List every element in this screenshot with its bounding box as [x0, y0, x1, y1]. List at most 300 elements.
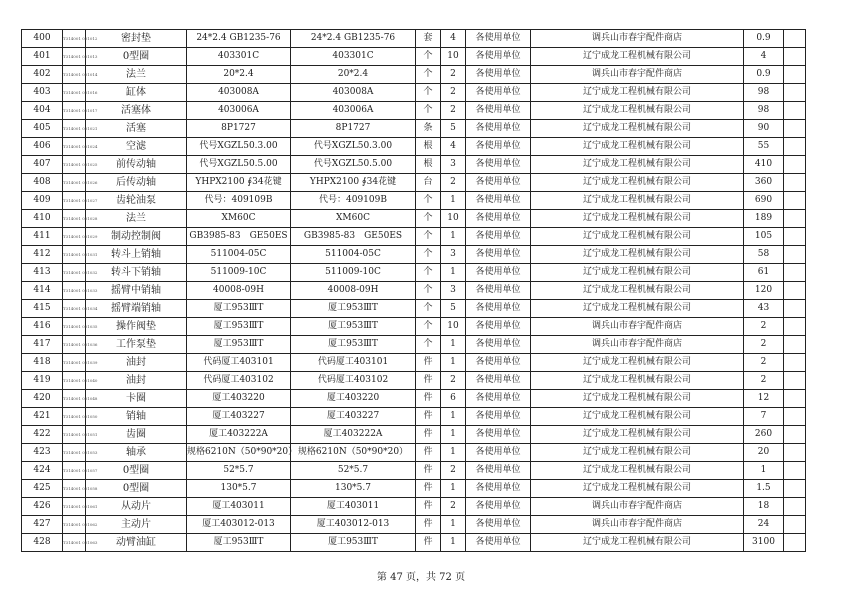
price: 105 — [744, 228, 784, 246]
model: 规格6210N（50*90*20） — [291, 444, 416, 462]
item-code: T314001 001012 — [63, 30, 86, 48]
table-row — [22, 462, 806, 480]
item-code: T314001 001028 — [63, 210, 86, 228]
item-name: 卡圈 — [86, 390, 187, 408]
item-name: 密封垫 — [86, 30, 187, 48]
department: 各使用单位 — [466, 120, 531, 138]
quantity: 6 — [441, 390, 466, 408]
department: 各使用单位 — [466, 300, 531, 318]
department: 各使用单位 — [466, 174, 531, 192]
model: YHPX2100 ∮34花键 — [291, 174, 416, 192]
supplier: 调兵山市春宇配件商店 — [531, 516, 744, 534]
table-row — [22, 210, 806, 228]
unit: 件 — [416, 354, 441, 372]
specification: XM60C — [187, 210, 291, 228]
model: 厦工953ⅢT — [291, 318, 416, 336]
quantity: 2 — [441, 462, 466, 480]
unit: 个 — [416, 336, 441, 354]
department: 各使用单位 — [466, 534, 531, 552]
table-row — [22, 102, 806, 120]
department: 各使用单位 — [466, 264, 531, 282]
price: 58 — [744, 246, 784, 264]
unit: 个 — [416, 318, 441, 336]
supplier: 辽宁成龙工程机械有限公司 — [531, 426, 744, 444]
item-code: T314001 001034 — [63, 300, 86, 318]
specification: 52*5.7 — [187, 462, 291, 480]
department: 各使用单位 — [466, 390, 531, 408]
supplier: 辽宁成龙工程机械有限公司 — [531, 390, 744, 408]
price: 2 — [744, 336, 784, 354]
specification: 403008A — [187, 84, 291, 102]
table-row — [22, 48, 806, 66]
row-number: 418 — [22, 354, 63, 372]
table-row — [22, 264, 806, 282]
price: 7 — [744, 408, 784, 426]
table-row — [22, 354, 806, 372]
department: 各使用单位 — [466, 462, 531, 480]
unit: 个 — [416, 84, 441, 102]
item-code: T314001 001053 — [63, 444, 86, 462]
unit: 个 — [416, 66, 441, 84]
row-number: 402 — [22, 66, 63, 84]
table-row — [22, 156, 806, 174]
unit: 件 — [416, 372, 441, 390]
table-row — [22, 444, 806, 462]
supplier: 辽宁成龙工程机械有限公司 — [531, 444, 744, 462]
table-row — [22, 372, 806, 390]
specification: 厦工953ⅢT — [187, 300, 291, 318]
table-row — [22, 534, 806, 552]
blank-cell — [784, 120, 806, 138]
supplier: 辽宁成龙工程机械有限公司 — [531, 48, 744, 66]
model: 厦工403222A — [291, 426, 416, 444]
item-name: 转斗上销轴 — [86, 246, 187, 264]
row-number: 426 — [22, 498, 63, 516]
table-row — [22, 282, 806, 300]
price: 1.5 — [744, 480, 784, 498]
item-code: T314001 001029 — [63, 228, 86, 246]
model: 代码厦工403102 — [291, 372, 416, 390]
row-number: 411 — [22, 228, 63, 246]
department: 各使用单位 — [466, 102, 531, 120]
department: 各使用单位 — [466, 246, 531, 264]
model: 代号XGZL50.5.00 — [291, 156, 416, 174]
table-row — [22, 84, 806, 102]
table-row — [22, 480, 806, 498]
quantity: 4 — [441, 30, 466, 48]
item-name: 0型圈 — [86, 462, 187, 480]
unit: 个 — [416, 210, 441, 228]
specification: 代号XGZL50.3.00 — [187, 138, 291, 156]
specification: GB3985-83 GE50ES — [187, 228, 291, 246]
supplier: 辽宁成龙工程机械有限公司 — [531, 228, 744, 246]
supplier: 辽宁成龙工程机械有限公司 — [531, 264, 744, 282]
row-number: 421 — [22, 408, 63, 426]
blank-cell — [784, 102, 806, 120]
blank-cell — [784, 210, 806, 228]
row-number: 424 — [22, 462, 63, 480]
row-number: 427 — [22, 516, 63, 534]
price: 0.9 — [744, 66, 784, 84]
specification: 厦工403227 — [187, 408, 291, 426]
item-code: T314001 001039 — [63, 354, 86, 372]
price: 0.9 — [744, 30, 784, 48]
unit: 个 — [416, 48, 441, 66]
model: 代号：409109B — [291, 192, 416, 210]
department: 各使用单位 — [466, 426, 531, 444]
model: 130*5.7 — [291, 480, 416, 498]
row-number: 407 — [22, 156, 63, 174]
supplier: 辽宁成龙工程机械有限公司 — [531, 174, 744, 192]
model: GB3985-83 GE50ES — [291, 228, 416, 246]
item-code: T314001 001051 — [63, 426, 86, 444]
item-code: T314001 001026 — [63, 174, 86, 192]
table-row — [22, 66, 806, 84]
parts-table — [21, 29, 806, 552]
blank-cell — [784, 390, 806, 408]
price: 2 — [744, 372, 784, 390]
item-code: T314001 001021 — [63, 120, 86, 138]
supplier: 辽宁成龙工程机械有限公司 — [531, 246, 744, 264]
row-number: 420 — [22, 390, 63, 408]
item-name: 活塞 — [86, 120, 187, 138]
model: 8P1727 — [291, 120, 416, 138]
quantity: 3 — [441, 246, 466, 264]
row-number: 415 — [22, 300, 63, 318]
item-code: T314001 001057 — [63, 462, 86, 480]
supplier: 辽宁成龙工程机械有限公司 — [531, 120, 744, 138]
supplier: 辽宁成龙工程机械有限公司 — [531, 192, 744, 210]
item-code: T314001 001025 — [63, 156, 86, 174]
item-name: 操作阀垫 — [86, 318, 187, 336]
row-number: 422 — [22, 426, 63, 444]
table-row — [22, 174, 806, 192]
quantity: 10 — [441, 48, 466, 66]
supplier: 辽宁成龙工程机械有限公司 — [531, 354, 744, 372]
quantity: 3 — [441, 156, 466, 174]
supplier: 辽宁成龙工程机械有限公司 — [531, 282, 744, 300]
blank-cell — [784, 264, 806, 282]
item-name: 摇臂中销轴 — [86, 282, 187, 300]
department: 各使用单位 — [466, 48, 531, 66]
item-name: 销轴 — [86, 408, 187, 426]
price: 690 — [744, 192, 784, 210]
item-name: 活塞体 — [86, 102, 187, 120]
model: 厦工403012-013 — [291, 516, 416, 534]
unit: 个 — [416, 282, 441, 300]
model: 厦工403227 — [291, 408, 416, 426]
table-row — [22, 498, 806, 516]
item-code: T314001 001058 — [63, 480, 86, 498]
department: 各使用单位 — [466, 30, 531, 48]
model: XM60C — [291, 210, 416, 228]
price: 2 — [744, 318, 784, 336]
item-code: T314001 001035 — [63, 318, 86, 336]
unit: 条 — [416, 120, 441, 138]
row-number: 413 — [22, 264, 63, 282]
supplier: 调兵山市春宇配件商店 — [531, 318, 744, 336]
department: 各使用单位 — [466, 354, 531, 372]
quantity: 1 — [441, 336, 466, 354]
table-row — [22, 138, 806, 156]
department: 各使用单位 — [466, 84, 531, 102]
specification: 规格6210N（50*90*20） — [187, 444, 291, 462]
quantity: 2 — [441, 66, 466, 84]
table-row — [22, 30, 806, 48]
item-code: T314001 001016 — [63, 84, 86, 102]
model: 40008-09H — [291, 282, 416, 300]
item-name: 主动片 — [86, 516, 187, 534]
specification: 厦工403222A — [187, 426, 291, 444]
specification: 厦工953ⅢT — [187, 336, 291, 354]
quantity: 1 — [441, 480, 466, 498]
price: 43 — [744, 300, 784, 318]
item-name: 前传动轴 — [86, 156, 187, 174]
model: 代码厦工403101 — [291, 354, 416, 372]
price: 1 — [744, 462, 784, 480]
specification: 511004-05C — [187, 246, 291, 264]
item-name: 后传动轴 — [86, 174, 187, 192]
item-name: 油封 — [86, 354, 187, 372]
item-code: T314001 001032 — [63, 264, 86, 282]
price: 24 — [744, 516, 784, 534]
supplier: 辽宁成龙工程机械有限公司 — [531, 300, 744, 318]
item-code: T314001 001027 — [63, 192, 86, 210]
department: 各使用单位 — [466, 156, 531, 174]
unit: 个 — [416, 300, 441, 318]
quantity: 1 — [441, 444, 466, 462]
unit: 个 — [416, 264, 441, 282]
supplier: 辽宁成龙工程机械有限公司 — [531, 462, 744, 480]
specification: 20*2.4 — [187, 66, 291, 84]
table-row — [22, 390, 806, 408]
unit: 件 — [416, 462, 441, 480]
price: 4 — [744, 48, 784, 66]
quantity: 10 — [441, 210, 466, 228]
price: 20 — [744, 444, 784, 462]
item-name: 0型圈 — [86, 48, 187, 66]
row-number: 401 — [22, 48, 63, 66]
row-number: 400 — [22, 30, 63, 48]
item-name: 齿圈 — [86, 426, 187, 444]
unit: 件 — [416, 390, 441, 408]
row-number: 419 — [22, 372, 63, 390]
price: 360 — [744, 174, 784, 192]
item-name: 缸体 — [86, 84, 187, 102]
price: 120 — [744, 282, 784, 300]
department: 各使用单位 — [466, 138, 531, 156]
specification: 厦工403220 — [187, 390, 291, 408]
quantity: 2 — [441, 372, 466, 390]
specification: YHPX2100 ∮34花键 — [187, 174, 291, 192]
price: 98 — [744, 102, 784, 120]
row-number: 409 — [22, 192, 63, 210]
item-code: T314001 001050 — [63, 408, 86, 426]
supplier: 辽宁成龙工程机械有限公司 — [531, 210, 744, 228]
item-code: T314001 001014 — [63, 66, 86, 84]
unit: 套 — [416, 30, 441, 48]
department: 各使用单位 — [466, 516, 531, 534]
price: 18 — [744, 498, 784, 516]
department: 各使用单位 — [466, 336, 531, 354]
quantity: 2 — [441, 174, 466, 192]
blank-cell — [784, 228, 806, 246]
row-number: 403 — [22, 84, 63, 102]
blank-cell — [784, 534, 806, 552]
blank-cell — [784, 138, 806, 156]
page-footer: 第 47 页，共 72 页 — [376, 572, 466, 583]
blank-cell — [784, 516, 806, 534]
row-number: 425 — [22, 480, 63, 498]
unit: 根 — [416, 138, 441, 156]
blank-cell — [784, 300, 806, 318]
department: 各使用单位 — [466, 444, 531, 462]
table-row — [22, 426, 806, 444]
unit: 件 — [416, 480, 441, 498]
blank-cell — [784, 444, 806, 462]
unit: 件 — [416, 408, 441, 426]
quantity: 1 — [441, 192, 466, 210]
blank-cell — [784, 372, 806, 390]
quantity: 3 — [441, 282, 466, 300]
row-number: 417 — [22, 336, 63, 354]
item-name: 油封 — [86, 372, 187, 390]
table-row — [22, 336, 806, 354]
supplier: 辽宁成龙工程机械有限公司 — [531, 372, 744, 390]
blank-cell — [784, 426, 806, 444]
price: 98 — [744, 84, 784, 102]
row-number: 416 — [22, 318, 63, 336]
row-number: 404 — [22, 102, 63, 120]
item-name: 0型圈 — [86, 480, 187, 498]
table-row — [22, 318, 806, 336]
table-row — [22, 120, 806, 138]
table-row — [22, 246, 806, 264]
quantity: 1 — [441, 408, 466, 426]
model: 厦工953ⅢT — [291, 300, 416, 318]
table-row — [22, 300, 806, 318]
quantity: 2 — [441, 84, 466, 102]
item-name: 法兰 — [86, 210, 187, 228]
item-name: 从动片 — [86, 498, 187, 516]
item-name: 动臂油缸 — [86, 534, 187, 552]
blank-cell — [784, 246, 806, 264]
supplier: 调兵山市春宇配件商店 — [531, 30, 744, 48]
model: 403006A — [291, 102, 416, 120]
unit: 件 — [416, 426, 441, 444]
department: 各使用单位 — [466, 318, 531, 336]
price: 3100 — [744, 534, 784, 552]
blank-cell — [784, 462, 806, 480]
price: 410 — [744, 156, 784, 174]
department: 各使用单位 — [466, 282, 531, 300]
item-code: T314001 001061 — [63, 498, 86, 516]
specification: 403006A — [187, 102, 291, 120]
price: 12 — [744, 390, 784, 408]
quantity: 1 — [441, 354, 466, 372]
unit: 件 — [416, 498, 441, 516]
blank-cell — [784, 480, 806, 498]
item-code: T314001 001040 — [63, 372, 86, 390]
quantity: 1 — [441, 228, 466, 246]
row-number: 412 — [22, 246, 63, 264]
department: 各使用单位 — [466, 408, 531, 426]
specification: 厦工953ⅢT — [187, 318, 291, 336]
supplier: 辽宁成龙工程机械有限公司 — [531, 156, 744, 174]
specification: 8P1727 — [187, 120, 291, 138]
specification: 24*2.4 GB1235-76 — [187, 30, 291, 48]
item-code: T314001 001024 — [63, 138, 86, 156]
price: 2 — [744, 354, 784, 372]
blank-cell — [784, 318, 806, 336]
blank-cell — [784, 408, 806, 426]
quantity: 1 — [441, 426, 466, 444]
row-number: 423 — [22, 444, 63, 462]
blank-cell — [784, 282, 806, 300]
model: 厦工953ⅢT — [291, 336, 416, 354]
item-code: T314001 001063 — [63, 534, 86, 552]
specification: 厦工403012-013 — [187, 516, 291, 534]
quantity: 5 — [441, 120, 466, 138]
quantity: 2 — [441, 102, 466, 120]
specification: 40008-09H — [187, 282, 291, 300]
quantity: 10 — [441, 318, 466, 336]
supplier: 调兵山市春宇配件商店 — [531, 66, 744, 84]
unit: 件 — [416, 516, 441, 534]
model: 511004-05C — [291, 246, 416, 264]
model: 52*5.7 — [291, 462, 416, 480]
item-code: T314001 001062 — [63, 516, 86, 534]
quantity: 1 — [441, 534, 466, 552]
unit: 台 — [416, 174, 441, 192]
price: 90 — [744, 120, 784, 138]
model: 厦工403220 — [291, 390, 416, 408]
unit: 个 — [416, 246, 441, 264]
specification: 511009-10C — [187, 264, 291, 282]
item-name: 法兰 — [86, 66, 187, 84]
blank-cell — [784, 192, 806, 210]
table-row — [22, 192, 806, 210]
supplier: 调兵山市春宇配件商店 — [531, 498, 744, 516]
supplier: 辽宁成龙工程机械有限公司 — [531, 408, 744, 426]
supplier: 调兵山市春宇配件商店 — [531, 336, 744, 354]
item-code: T314001 001031 — [63, 246, 86, 264]
price: 189 — [744, 210, 784, 228]
supplier: 辽宁成龙工程机械有限公司 — [531, 84, 744, 102]
row-number: 406 — [22, 138, 63, 156]
blank-cell — [784, 498, 806, 516]
price: 55 — [744, 138, 784, 156]
item-name: 摇臂端销轴 — [86, 300, 187, 318]
department: 各使用单位 — [466, 498, 531, 516]
unit: 件 — [416, 444, 441, 462]
model: 511009-10C — [291, 264, 416, 282]
department: 各使用单位 — [466, 66, 531, 84]
supplier: 辽宁成龙工程机械有限公司 — [531, 480, 744, 498]
item-code: T314001 001048 — [63, 390, 86, 408]
item-name: 空滤 — [86, 138, 187, 156]
specification: 130*5.7 — [187, 480, 291, 498]
model: 403301C — [291, 48, 416, 66]
item-code: T314001 001013 — [63, 48, 86, 66]
table-row — [22, 408, 806, 426]
supplier: 辽宁成龙工程机械有限公司 — [531, 138, 744, 156]
model: 20*2.4 — [291, 66, 416, 84]
blank-cell — [784, 30, 806, 48]
blank-cell — [784, 66, 806, 84]
blank-cell — [784, 336, 806, 354]
specification: 厦工953ⅢT — [187, 534, 291, 552]
